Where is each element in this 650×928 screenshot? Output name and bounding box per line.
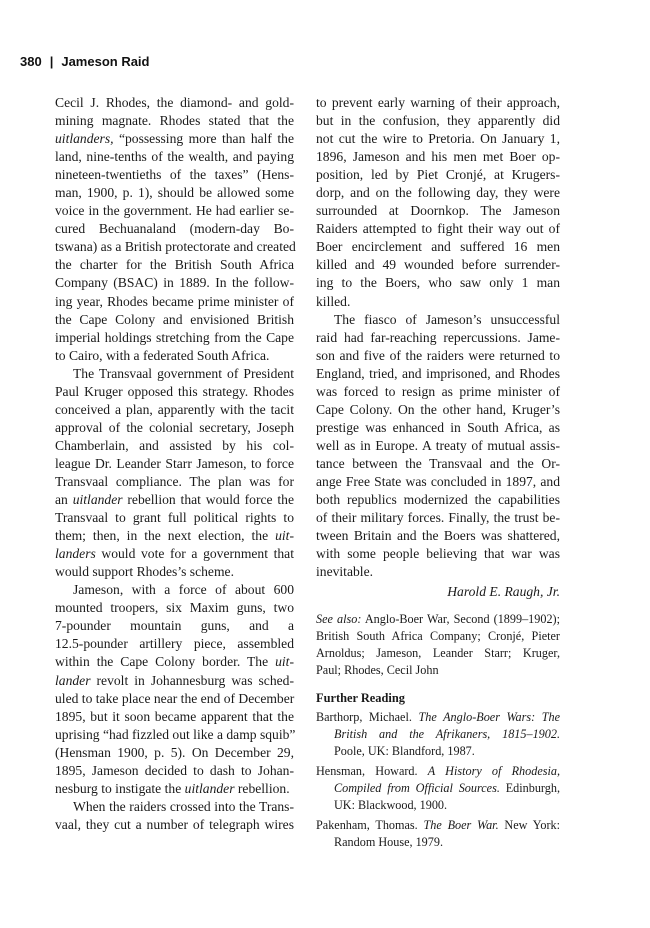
- see-also-line: [316, 645, 560, 662]
- text-run: tween Britain and the Boers was shattered,: [316, 528, 560, 544]
- text-run: uled to take place near the end of December: [55, 690, 295, 706]
- text-run: tswana) as a British protectorate and created: [55, 239, 296, 255]
- body-line: [55, 437, 294, 455]
- reference-line: [316, 817, 560, 834]
- text-run: Company (BSAC) in 1889. In the follow-: [55, 275, 294, 291]
- text-run: British South Africa Company; Cronjé, Pieter: [316, 629, 560, 644]
- italic-text: British and the Afrikaners, 1815–1902.: [334, 727, 560, 742]
- text-run: 7-pounder mountain guns, and a: [55, 618, 294, 634]
- italic-text: uitlander: [72, 492, 123, 508]
- body-line: [55, 780, 294, 798]
- body-line: [316, 491, 560, 509]
- text-run: would support Rhodes’s scheme.: [55, 564, 234, 580]
- text-run: with some people believing that war was: [316, 546, 560, 562]
- see-also-section: [316, 611, 560, 679]
- body-line: [316, 563, 560, 581]
- body-line: [55, 238, 294, 256]
- text-run: Barthorp, Michael.: [316, 710, 419, 725]
- body-line: [55, 816, 294, 834]
- text-run: to Cairo, with a federated South Africa.: [55, 347, 270, 363]
- italic-text: uitlanders,: [55, 131, 114, 147]
- text-run: Paul Kruger opposed this strategy. Rhodes: [55, 383, 294, 399]
- body-line: [55, 130, 294, 148]
- reference-line: [316, 797, 560, 814]
- body-line: [316, 329, 560, 347]
- text-run: the Cape Colony and envisioned British: [55, 311, 294, 327]
- body-line: [55, 581, 294, 599]
- text-run: rebellion.: [234, 780, 290, 796]
- body-line: [55, 455, 294, 473]
- text-run: would vote for a government that: [95, 546, 294, 562]
- body-line: [55, 744, 294, 762]
- body-line: [55, 473, 294, 491]
- body-line: [55, 419, 294, 437]
- text-run: revolt in Johannesburg was sched-: [90, 672, 294, 688]
- text-run: land, nine-tenths of the wealth, and paying: [55, 149, 294, 165]
- see-also-line: [316, 662, 560, 679]
- body-line: [55, 220, 294, 238]
- body-line: [55, 148, 294, 166]
- reference-entry: [316, 817, 560, 851]
- body-line: [316, 274, 560, 292]
- text-run: Poole, UK: Blandford, 1987.: [334, 744, 475, 759]
- text-run: not cut the wire to Pretoria. On January 1,: [316, 131, 560, 147]
- text-run: Random House, 1979.: [334, 835, 444, 850]
- author-signature: Harold E. Raugh, Jr.: [447, 584, 560, 600]
- text-run: but in the confusion, they apparently did: [316, 113, 560, 129]
- right-column-body: [316, 94, 560, 581]
- text-run: surrounded at Doornkop. The Jameson: [316, 203, 560, 219]
- text-run: both republics modernized the capabilities: [316, 492, 560, 508]
- body-line: [55, 401, 294, 419]
- body-line: [316, 94, 560, 112]
- text-run: an: [55, 492, 73, 508]
- body-line: [55, 383, 294, 401]
- text-run: nesburg to instigate the: [55, 780, 185, 796]
- text-run: raid had far-reaching repercussions. Jame-: [316, 329, 560, 345]
- text-run: ing to the Boers, who saw only 1 man: [316, 275, 560, 291]
- body-line: [55, 365, 294, 383]
- text-run: mining magnate. Rhodes stated that the: [55, 113, 294, 129]
- reference-line: [316, 834, 560, 851]
- text-run: league Dr. Leander Starr Jameson, to force: [55, 455, 294, 471]
- body-line: [55, 708, 294, 726]
- reference-line: [316, 743, 560, 760]
- body-line: [316, 383, 560, 401]
- text-run: England, tried, and imprisoned, and Rhodes: [316, 365, 560, 381]
- text-run: Hensman, Howard.: [316, 764, 428, 779]
- text-run: imperial holdings stretching from the Cape: [55, 329, 294, 345]
- body-line: [55, 256, 294, 274]
- body-line: [55, 545, 294, 563]
- body-line: [316, 527, 560, 545]
- body-line: [55, 94, 294, 112]
- body-line: [55, 599, 294, 617]
- body-line: [316, 347, 560, 365]
- body-line: [55, 509, 294, 527]
- text-run: (Hensman 1900, p. 5). On December 29,: [55, 744, 294, 760]
- italic-text: landers: [55, 546, 96, 562]
- body-line: [55, 563, 294, 581]
- text-run: man, 1900, p. 1), should be allowed some: [55, 185, 294, 201]
- body-line: [55, 653, 294, 671]
- text-run: tance between the Transvaal and the Or-: [316, 455, 560, 471]
- text-run: inevitable.: [316, 564, 373, 580]
- text-run: son and five of the raiders were returned to: [316, 347, 560, 363]
- body-line: [55, 762, 294, 780]
- text-run: Paul; Rhodes, Cecil John: [316, 663, 439, 678]
- text-run: ing year, Rhodes became prime minister of: [55, 293, 294, 309]
- text-run: killed.: [316, 293, 351, 309]
- body-line: [55, 202, 294, 220]
- italic-text: uit-: [275, 654, 294, 670]
- reference-line: [316, 709, 560, 726]
- text-run: UK: Blackwood, 1900.: [334, 798, 448, 813]
- text-run: them; then, in the next election, the: [55, 528, 276, 544]
- see-also-line: [316, 611, 560, 628]
- text-run: was forced to resign as prime minister of: [316, 383, 560, 399]
- body-line: [316, 238, 560, 256]
- body-line: [316, 509, 560, 527]
- body-line: [55, 491, 294, 509]
- body-line: [316, 437, 560, 455]
- reference-line: [316, 763, 560, 780]
- text-run: Transvaal to grant full political rights to: [55, 510, 294, 526]
- body-line: [316, 401, 560, 419]
- text-run: Arnoldus; Jameson, Leander Starr; Kruger,: [316, 646, 560, 661]
- text-run: Jameson, with a force of about 600: [73, 582, 294, 598]
- italic-text: lander: [55, 672, 91, 688]
- text-run: Cape Colony. On the other hand, Kruger’s: [316, 401, 560, 417]
- further-reading-heading: Further Reading: [316, 691, 405, 706]
- text-run: killed and 49 wounded before surrender-: [316, 257, 560, 273]
- page-number: 380: [20, 54, 42, 69]
- italic-text: uit-: [275, 528, 294, 544]
- body-line: [316, 293, 560, 311]
- body-line: [316, 455, 560, 473]
- body-line: [316, 112, 560, 130]
- text-run: 1895, Jameson decided to dash to Johan-: [55, 762, 294, 778]
- further-reading-list: [316, 709, 560, 851]
- body-line: [55, 347, 294, 365]
- body-line: [55, 166, 294, 184]
- body-line: [55, 690, 294, 708]
- body-line: [316, 130, 560, 148]
- italic-text: The Anglo-Boer Wars: The: [418, 710, 561, 725]
- text-run: 1896, Jameson and his men met Boer op-: [316, 149, 560, 165]
- body-line: [316, 220, 560, 238]
- text-run: within the Cape Colony border. The: [55, 654, 276, 670]
- text-run: rebellion that would force the: [122, 492, 294, 508]
- body-line: [55, 617, 294, 635]
- header-separator: |: [49, 54, 54, 69]
- italic-text: The Boer War.: [423, 818, 499, 833]
- text-run: 12.5-pounder artillery piece, assembled: [55, 636, 294, 652]
- text-run: dorp, and on the following day, they were: [316, 185, 560, 201]
- text-run: The fiasco of Jameson’s unsuccessful: [334, 311, 560, 327]
- text-run: vaal, they cut a number of telegraph wires: [55, 816, 294, 832]
- body-line: [316, 419, 560, 437]
- left-column: [55, 94, 294, 834]
- text-run: the charter for the British South Africa: [55, 257, 294, 273]
- text-run: Boer encirclement and suffered 16 men: [316, 239, 560, 255]
- text-run: When the raiders crossed into the Trans-: [73, 798, 294, 814]
- body-line: [316, 148, 560, 166]
- body-line: [55, 726, 294, 744]
- italic-text: A History of Rhodesia,: [427, 764, 560, 779]
- body-line: [55, 311, 294, 329]
- text-run: 1895, but it soon became apparent that the: [55, 708, 294, 724]
- body-line: [55, 293, 294, 311]
- body-line: [55, 635, 294, 653]
- reference-entry: [316, 709, 560, 760]
- text-run: to prevent early warning of their approach,: [316, 95, 560, 110]
- text-run: New York:: [498, 818, 560, 833]
- text-run: mounted troopers, six Maxim guns, two: [55, 600, 294, 616]
- text-run: “possessing more than half the: [113, 131, 294, 147]
- italic-text: uitlander: [184, 780, 235, 796]
- text-run: The Transvaal government of President: [73, 365, 294, 381]
- text-run: position, led by Piet Cronjé, at Krugers-: [316, 167, 560, 183]
- body-line: [316, 184, 560, 202]
- body-line: [316, 473, 560, 491]
- text-run: well as in Europe. A treaty of mutual assis-: [316, 437, 560, 453]
- body-line: [316, 202, 560, 220]
- right-column: [316, 94, 560, 851]
- text-run: prestige was enhanced in South Africa, as: [316, 419, 560, 435]
- body-line: [55, 672, 294, 690]
- text-run: uprising “had fizzled out like a damp squib”: [55, 726, 296, 742]
- body-line: [316, 365, 560, 383]
- text-run: Raiders attempted to fight their way out of: [316, 221, 560, 237]
- body-line: [55, 184, 294, 202]
- body-line: [316, 311, 560, 329]
- running-title: Jameson Raid: [61, 54, 150, 69]
- body-line: [55, 329, 294, 347]
- text-run: Edinburgh,: [499, 781, 561, 796]
- text-run: Chamberlain, and assisted by his col-: [55, 437, 294, 453]
- text-run: conceived a plan, apparently with the tacit: [55, 401, 294, 417]
- italic-text: Compiled from Official Sources.: [334, 781, 500, 796]
- text-run: Pakenham, Thomas.: [316, 818, 424, 833]
- body-line: [55, 798, 294, 816]
- body-line: [316, 166, 560, 184]
- text-run: of their military forces. Finally, the trust be-: [316, 510, 560, 526]
- text-run: ange Free State was concluded in 1897, and: [316, 473, 560, 489]
- text-run: voice in the government. He had earlier se-: [55, 203, 294, 219]
- text-run: approval of the colonial secretary, Joseph: [55, 419, 294, 435]
- text-run: Cecil J. Rhodes, the diamond- and gold-: [55, 95, 294, 110]
- text-run: Anglo-Boer War, Second (1899–1902);: [361, 612, 560, 627]
- running-header: [20, 54, 150, 69]
- body-line: [55, 274, 294, 292]
- body-line: [55, 527, 294, 545]
- italic-text: See also:: [316, 612, 362, 627]
- body-line: [316, 545, 560, 563]
- see-also-line: [316, 628, 560, 645]
- body-line: [55, 112, 294, 130]
- text-run: Transvaal compliance. The plan was for: [55, 473, 294, 489]
- reference-line: [316, 780, 560, 797]
- text-run: nineteen-twentieths of the taxes” (Hens-: [55, 167, 294, 183]
- text-run: cured Bechuanaland (modern-day Bo-: [55, 221, 294, 237]
- reference-line: [316, 726, 560, 743]
- reference-entry: [316, 763, 560, 814]
- body-line: [316, 256, 560, 274]
